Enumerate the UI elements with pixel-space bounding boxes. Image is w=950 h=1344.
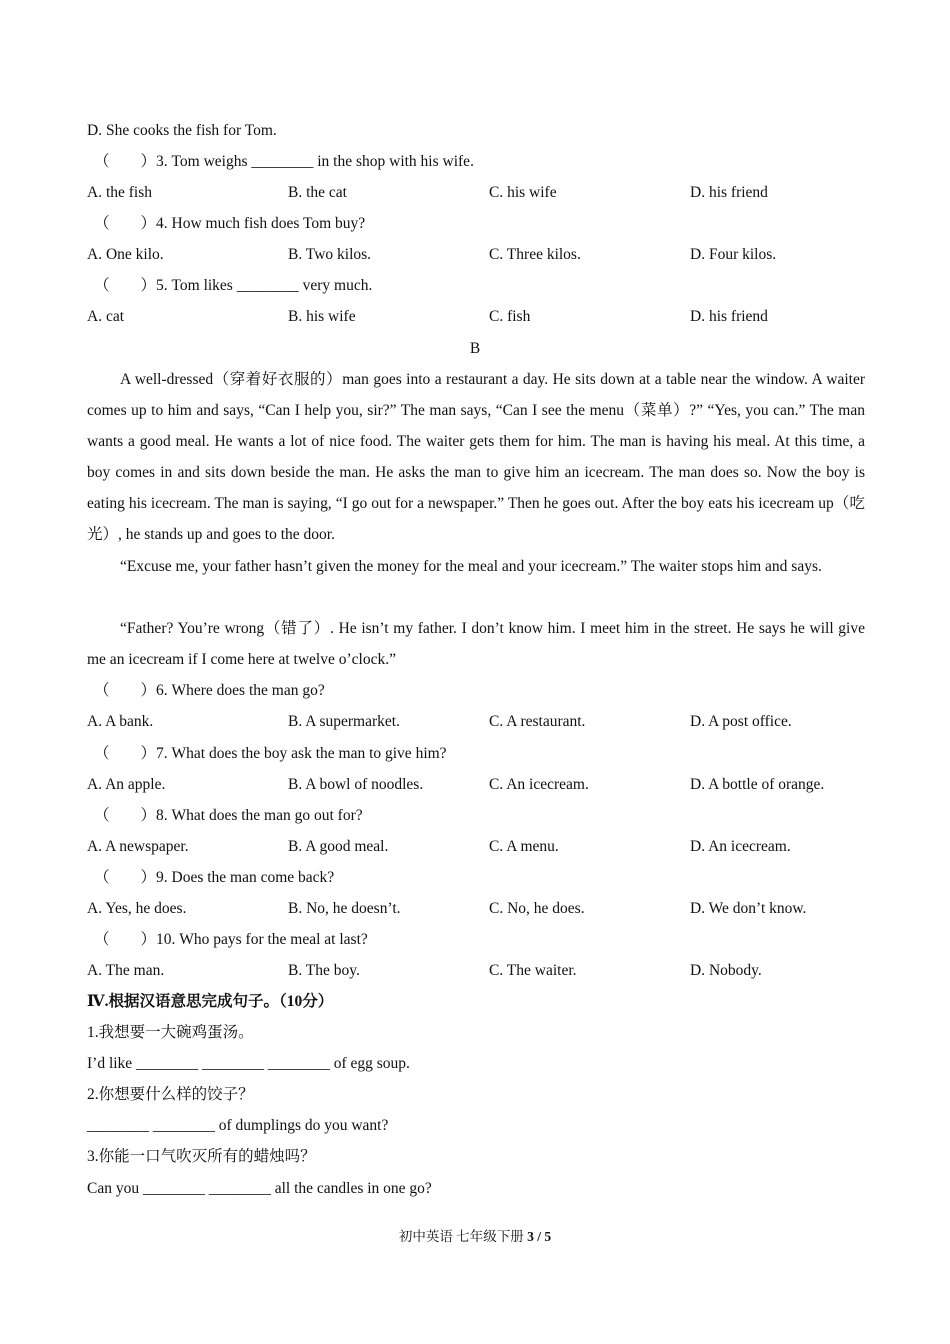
q3-option-b: B. the cat [288, 184, 347, 201]
passage-paragraph-1: A well-dressed（穿着好衣服的）man goes into a restaurant a day. He sits down at a table near the window. A waiter comes up to him and says, “Can I help you, sir?” The man says, “Can I see the menu（菜单）?” “Yes, you can.” The man wants a good meal. He wants a lot of nice food. The waiter gets them for him. The man is having his meal. At this time, a boy comes in and sits down beside the man. He asks the man to give him an icecream. The man does so. Now the boy is eating his icecream. The man is saying, “I go out for a newspaper.” Then he goes out. After the boy eats his icecream up（吃光）, he stands up and goes to the door. [87, 371, 865, 544]
q5-options [0, 307, 950, 327]
q6-options [0, 712, 950, 732]
q3-option-c: C. his wife [489, 184, 557, 201]
passage-paragraph-3: “Father? You’re wrong（错了）. He isn’t my father. I don’t know him. I meet him in the street. He says he will give me an icecream if I come here at twelve o’clock.” [87, 620, 865, 669]
q8-option-c: C. A menu. [489, 838, 559, 855]
q5-option-d: D. his friend [690, 308, 768, 325]
q5-option-b: B. his wife [288, 308, 356, 325]
q10-option-a: A. The man. [87, 962, 165, 979]
q9-option-a: A. Yes, he does. [87, 900, 187, 917]
q10-option-d: D. Nobody. [690, 962, 762, 979]
q6-option-b: B. A supermarket. [288, 713, 400, 730]
q8-stem: （ ）8. What does the man go out for? [94, 807, 363, 824]
q9-option-c: C. No, he does. [489, 900, 585, 917]
q8-option-b: B. A good meal. [288, 838, 389, 855]
q9-option-b: B. No, he doesn’t. [288, 900, 401, 917]
q3-stem: （ ）3. Tom weighs ________ in the shop with his wife. [94, 153, 474, 170]
page-number: 3 / 5 [527, 1229, 552, 1244]
q7-option-d: D. A bottle of orange. [690, 776, 825, 793]
q7-option-c: C. An icecream. [489, 776, 589, 793]
q10-option-b: B. The boy. [288, 962, 360, 979]
s4-item-3-english: Can you ________ ________ all the candles in one go? [87, 1180, 432, 1197]
q9-stem: （ ）9. Does the man come back? [94, 869, 335, 886]
q5-option-c: C. fish [489, 308, 531, 325]
q5-stem: （ ）5. Tom likes ________ very much. [94, 277, 373, 294]
q6-option-d: D. A post office. [690, 713, 792, 730]
page-footer [0, 1228, 950, 1246]
s4-item-1-english: I’d like ________ ________ ________ of egg soup. [87, 1055, 410, 1072]
q6-option-c: C. A restaurant. [489, 713, 586, 730]
q3-options [0, 183, 950, 203]
q10-stem: （ ）10. Who pays for the meal at last? [94, 931, 368, 948]
q4-stem: （ ）4. How much fish does Tom buy? [94, 215, 366, 232]
q9-option-d: D. We don’t know. [690, 900, 807, 917]
q6-option-a: A. A bank. [87, 713, 154, 730]
q10-options [0, 961, 950, 981]
q4-option-c: C. Three kilos. [489, 246, 581, 263]
q7-options [0, 775, 950, 795]
q8-option-d: D. An icecream. [690, 838, 791, 855]
q4-option-a: A. One kilo. [87, 246, 164, 263]
q8-options [0, 837, 950, 857]
passage-paragraph-2: “Excuse me, your father hasn’t given the money for the meal and your icecream.” The waiter stops him and says. [120, 558, 822, 575]
q4-options [0, 245, 950, 265]
section-b-heading: B [469, 340, 481, 357]
q5-option-a: A. cat [87, 308, 125, 325]
s4-item-2-chinese: 2.你想要什么样的饺子？ [87, 1086, 254, 1103]
q6-stem: （ ）6. Where does the man go? [94, 682, 325, 699]
footer-text: 初中英语 七年级下册 [398, 1229, 528, 1244]
q10-option-c: C. The waiter. [489, 962, 577, 979]
section-4-title: Ⅳ.根据汉语意思完成句子。（10分） [87, 993, 334, 1010]
q7-stem: （ ）7. What does the boy ask the man to give him? [94, 745, 447, 762]
s4-item-1-chinese: 1.我想要一大碗鸡蛋汤。 [87, 1024, 254, 1041]
q2-option-d: D. She cooks the fish for Tom. [87, 122, 277, 139]
q4-option-d: D. Four kilos. [690, 246, 777, 263]
q4-option-b: B. Two kilos. [288, 246, 372, 263]
q8-option-a: A. A newspaper. [87, 838, 189, 855]
s4-item-3-chinese: 3.你能一口气吹灭所有的蜡烛吗？ [87, 1148, 316, 1165]
q7-option-a: A. An apple. [87, 776, 166, 793]
q3-option-d: D. his friend [690, 184, 768, 201]
q7-option-b: B. A bowl of noodles. [288, 776, 424, 793]
q3-option-a: A. the fish [87, 184, 153, 201]
q9-options [0, 899, 950, 919]
s4-item-2-english: ________ ________ of dumplings do you want? [87, 1117, 389, 1134]
